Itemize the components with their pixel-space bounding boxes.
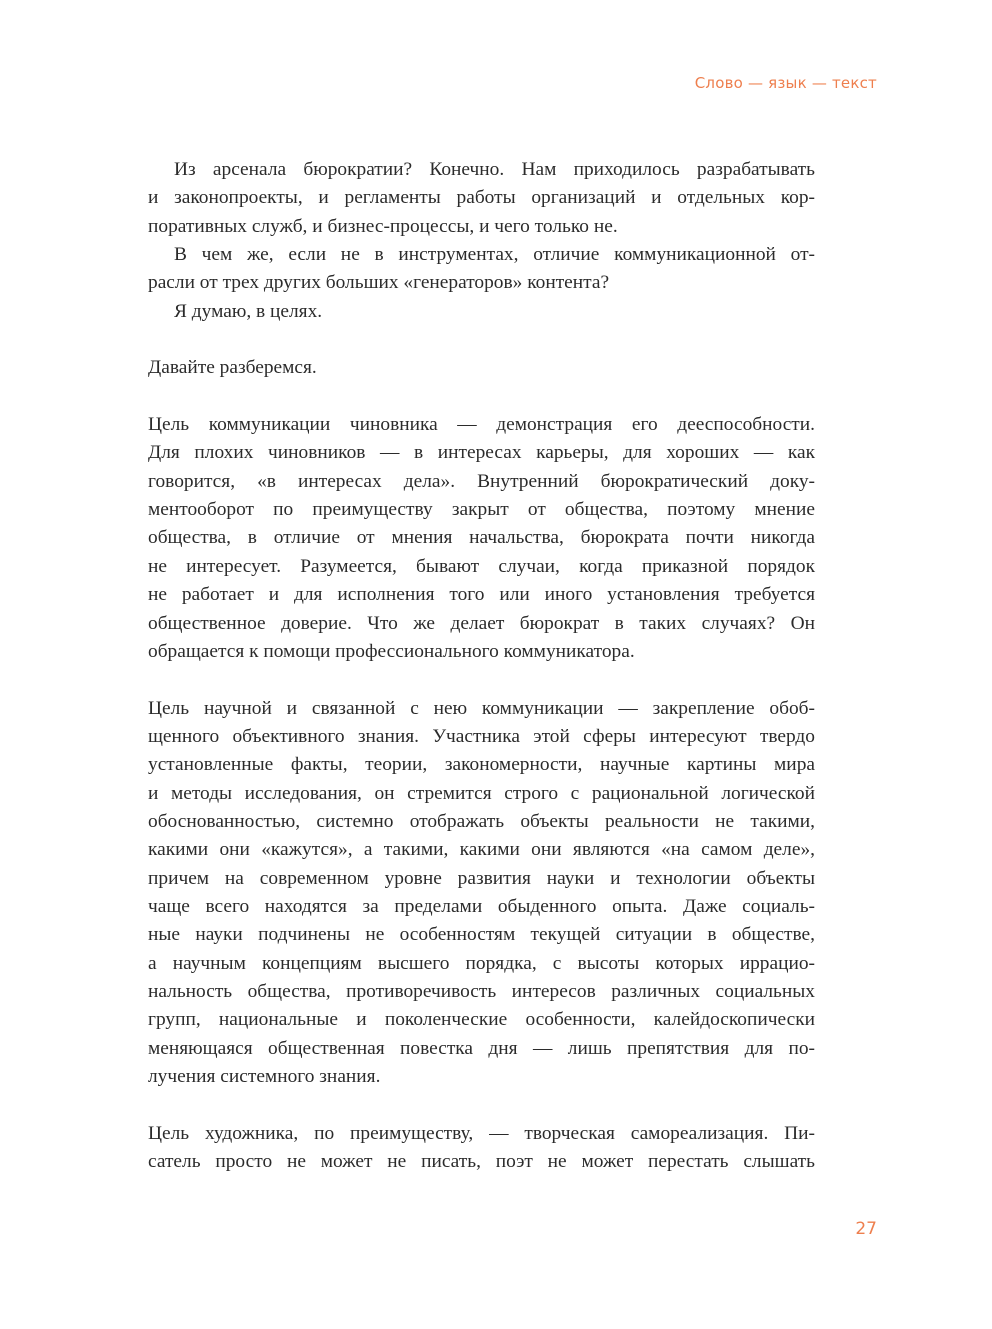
- text-line: обращается к помощи профессионального коммуникатора.: [148, 640, 635, 662]
- text-line: общественное доверие. Что же делает бюрократ в таких случаях? Он: [148, 612, 815, 634]
- text-line: поративных служб, и бизнес-процессы, и чего только не.: [148, 215, 618, 237]
- text-line: В чем же, если не в инструментах, отличие коммуникационной от-: [174, 244, 815, 266]
- page-number: 27: [855, 1219, 877, 1239]
- paragraph: [148, 411, 815, 666]
- paragraph: [148, 354, 815, 382]
- text-line: установленные факты, теории, закономерности, научные картины мира: [148, 754, 815, 776]
- text-line: Из арсенала бюрократии? Конечно. Нам приходилось разрабатывать: [174, 159, 815, 180]
- text-line: расли от трех других больших «генераторов» контента?: [148, 272, 610, 294]
- paragraph: [148, 156, 815, 241]
- paragraph-gap: [148, 326, 815, 354]
- paragraph-gap: [148, 666, 815, 694]
- text-line: Давайте разберемся.: [148, 357, 317, 379]
- text-line: сатель просто не может не писать, поэт не может перестать слышать: [148, 1151, 815, 1173]
- text-line: обоснованностью, системно отображать объекты реальности не такими,: [148, 810, 815, 832]
- text-line: Я думаю, в целях.: [174, 300, 323, 322]
- paragraph-gap: [148, 1091, 815, 1119]
- text-line: меняющаяся общественная повестка дня — лишь препятствия для по-: [148, 1037, 815, 1059]
- text-line: нальность общества, противоречивость интересов различных социальных: [148, 980, 815, 1002]
- running-head-title: Слово — язык — текст: [694, 74, 877, 92]
- text-line: и законопроекты, и регламенты работы организаций и отдельных кор-: [148, 187, 815, 209]
- paragraph: [148, 241, 815, 298]
- text-line: щенного объективного знания. Участника этой сферы интересуют твердо: [148, 725, 815, 747]
- body-text: [148, 156, 815, 1176]
- text-line: а научным концепциям высшего порядка, с высоты которых иррацио-: [148, 952, 815, 974]
- text-line: ные науки подчинены не особенностям текущей ситуации в обществе,: [148, 924, 815, 946]
- text-line: Цель коммуникации чиновника — демонстрация его дееспособности.: [148, 414, 815, 436]
- text-line: говорится, «в интересах дела». Внутренний бюрократический доку-: [148, 470, 815, 492]
- paragraph-gap: [148, 383, 815, 411]
- text-line: общества, в отличие от мнения начальства, бюрократа почти никогда: [148, 527, 815, 549]
- paragraph: [148, 298, 815, 326]
- paragraph: [148, 695, 815, 1092]
- text-line: групп, национальные и поколенческие особенности, калейдоскопически: [148, 1009, 815, 1031]
- text-line: какими они «кажутся», а такими, какими они являются «на самом деле»,: [148, 839, 815, 861]
- paragraph: [148, 1120, 815, 1177]
- text-line: Цель художника, по преимуществу, — творческая самореализация. Пи-: [148, 1122, 815, 1144]
- text-line: чаще всего находятся за пределами обыденного опыта. Даже социаль-: [148, 895, 815, 917]
- text-line: лучения системного знания.: [148, 1066, 381, 1087]
- text-line: причем на современном уровне развития науки и технологии объекты: [148, 867, 815, 889]
- text-line: Для плохих чиновников — в интересах карьеры, для хороших — как: [148, 442, 815, 464]
- text-line: не интересует. Разумеется, бывают случаи, когда приказной порядок: [148, 555, 815, 577]
- text-line: и методы исследования, он стремится строго с рациональной логической: [148, 782, 815, 804]
- text-line: ментооборот по преимуществу закрыт от общества, поэтому мнение: [148, 499, 815, 521]
- text-line: не работает и для исполнения того или иного установления требуется: [148, 584, 815, 606]
- text-line: Цель научной и связанной с нею коммуникации — закрепление обоб-: [148, 697, 815, 719]
